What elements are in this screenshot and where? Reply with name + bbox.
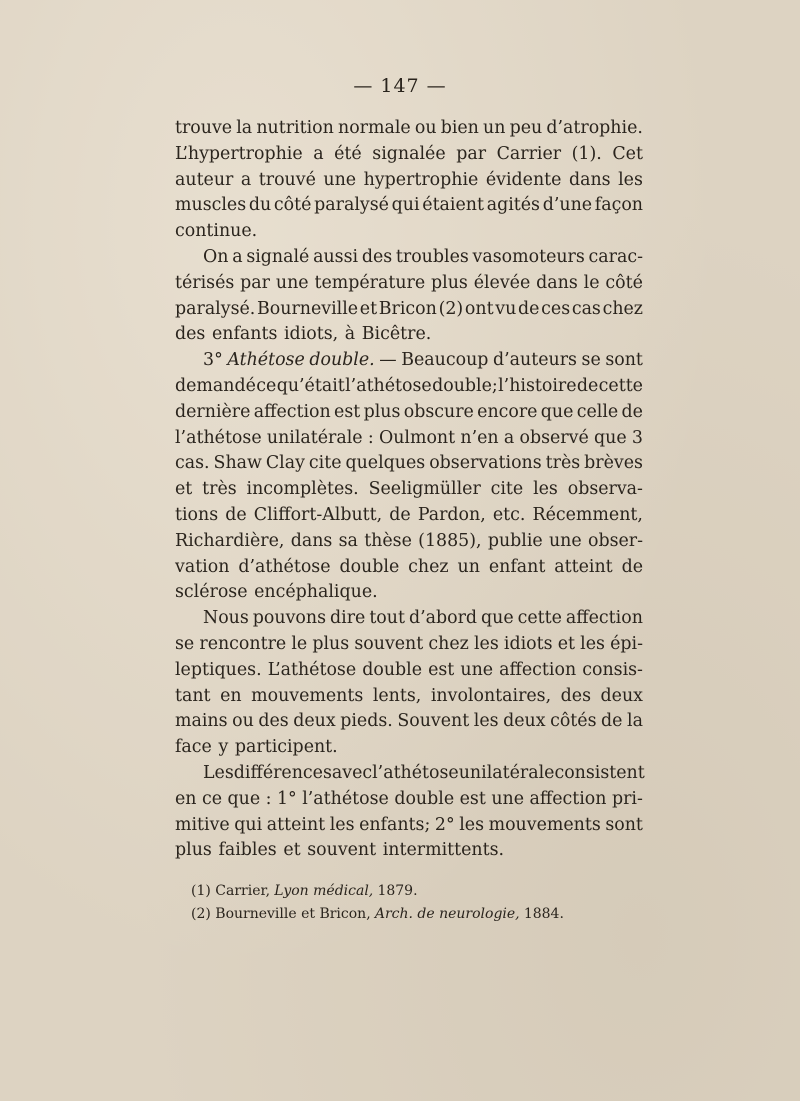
word: de bbox=[225, 504, 247, 525]
word: enfant bbox=[488, 556, 546, 577]
word: avec bbox=[331, 762, 373, 783]
word: plus bbox=[175, 840, 212, 861]
word: encéphalique. bbox=[254, 582, 378, 603]
word: quelques bbox=[345, 453, 426, 474]
word: (1). bbox=[571, 143, 602, 164]
word: une bbox=[548, 530, 582, 551]
word: d’abord bbox=[408, 608, 478, 629]
word: (2) bbox=[438, 298, 464, 319]
word: une bbox=[491, 788, 525, 809]
word: Bourneville bbox=[257, 298, 359, 319]
word: Oulmont bbox=[378, 427, 456, 448]
word: Cliffort-Albutt, bbox=[253, 504, 383, 525]
text-line bbox=[175, 348, 643, 374]
word: la bbox=[627, 711, 643, 732]
word: et bbox=[283, 840, 301, 861]
word: incomplètes. bbox=[246, 479, 359, 500]
word: des bbox=[560, 685, 592, 706]
text-line bbox=[175, 658, 643, 684]
word: demandé bbox=[175, 375, 256, 396]
text-line bbox=[175, 529, 643, 555]
word: plus bbox=[312, 633, 350, 654]
word: que bbox=[540, 401, 574, 422]
word: etc. bbox=[492, 504, 526, 525]
word: le bbox=[583, 272, 600, 293]
word: les bbox=[473, 711, 499, 732]
word: mouvements bbox=[251, 685, 364, 706]
word: cette bbox=[598, 375, 643, 396]
word: double bbox=[339, 556, 400, 577]
body-text bbox=[175, 116, 643, 864]
word: ces bbox=[541, 298, 571, 319]
word: chez bbox=[428, 633, 469, 654]
word: consis- bbox=[582, 659, 643, 680]
word: que bbox=[593, 427, 627, 448]
word: atteint bbox=[266, 814, 326, 835]
word: d’auteurs bbox=[492, 350, 577, 371]
word: chez bbox=[602, 298, 643, 319]
word: tant bbox=[175, 685, 211, 706]
word: a bbox=[240, 169, 252, 190]
word: sa bbox=[338, 530, 358, 551]
word: intermittents. bbox=[382, 840, 505, 861]
word: double bbox=[394, 788, 455, 809]
word: vasomoteurs bbox=[472, 246, 585, 267]
word: ce bbox=[256, 375, 277, 396]
word: ont bbox=[464, 298, 494, 319]
word: d’atrophie. bbox=[546, 118, 643, 138]
word: affection bbox=[253, 401, 331, 422]
word: leptiques. bbox=[175, 659, 262, 680]
word: n’en bbox=[460, 427, 499, 448]
text-line bbox=[175, 606, 643, 632]
text-line bbox=[175, 271, 643, 297]
word: par bbox=[456, 143, 487, 164]
word: a bbox=[503, 427, 515, 448]
text-line bbox=[175, 735, 643, 761]
word: vation bbox=[175, 556, 230, 577]
word: ou bbox=[232, 711, 254, 732]
word: très bbox=[202, 479, 237, 500]
word: affection bbox=[529, 788, 607, 809]
word: tout bbox=[369, 608, 405, 629]
word: continue. bbox=[175, 221, 258, 242]
word: participent. bbox=[234, 737, 338, 758]
word: pieds. bbox=[340, 711, 393, 732]
word: Nous bbox=[203, 608, 249, 629]
word: Clay bbox=[265, 453, 305, 474]
word: étaient bbox=[422, 195, 484, 216]
text-line bbox=[175, 116, 643, 142]
word: cite bbox=[490, 479, 524, 500]
word: l’athétose bbox=[345, 375, 432, 396]
word: peu bbox=[509, 118, 543, 138]
text-line bbox=[175, 813, 643, 839]
word: un bbox=[457, 556, 480, 577]
word: cette bbox=[517, 608, 562, 629]
text-line bbox=[175, 426, 643, 452]
word: se bbox=[581, 350, 601, 371]
word: cite bbox=[308, 453, 342, 474]
word: 1° bbox=[276, 788, 297, 809]
word: pri- bbox=[611, 788, 643, 809]
word: très bbox=[545, 453, 581, 474]
word: observé bbox=[519, 427, 589, 448]
word: cas bbox=[571, 298, 601, 319]
word: de bbox=[601, 711, 623, 732]
word: auteur bbox=[175, 169, 234, 190]
text-line bbox=[175, 142, 643, 168]
word: On bbox=[203, 246, 229, 267]
footnote bbox=[191, 880, 651, 903]
word: souvent bbox=[307, 840, 377, 861]
word: unilatérale bbox=[266, 427, 363, 448]
word: une bbox=[275, 272, 309, 293]
word: qui bbox=[234, 814, 263, 835]
word: Beaucoup bbox=[401, 350, 489, 371]
word: côté bbox=[273, 195, 312, 216]
footnotes bbox=[191, 880, 651, 926]
word: est bbox=[459, 788, 486, 809]
word: dire bbox=[330, 608, 366, 629]
word: différences bbox=[233, 762, 332, 783]
word: dans bbox=[290, 530, 333, 551]
text-line bbox=[175, 168, 643, 194]
word: été bbox=[334, 143, 362, 164]
word: L’hypertrophie bbox=[175, 143, 303, 164]
word: Bicêtre. bbox=[361, 324, 432, 345]
word: ou bbox=[414, 118, 437, 138]
word: — bbox=[379, 350, 397, 371]
word: plus bbox=[363, 401, 401, 422]
word: 3 bbox=[631, 427, 643, 448]
word: normale bbox=[338, 118, 411, 138]
word: l’histoire bbox=[498, 375, 577, 396]
word: 2° bbox=[434, 814, 455, 835]
word: côté bbox=[605, 272, 643, 293]
word: deux bbox=[293, 711, 336, 732]
word: un bbox=[483, 118, 506, 138]
word: idiots bbox=[503, 633, 553, 654]
word: térisés bbox=[175, 272, 235, 293]
word: l’athétose bbox=[372, 762, 459, 783]
word: enfants; bbox=[359, 814, 431, 835]
word: les bbox=[329, 814, 355, 835]
word: une bbox=[460, 659, 494, 680]
word: Souvent bbox=[397, 711, 470, 732]
word: qu’était bbox=[276, 375, 345, 396]
word: Athétose bbox=[227, 350, 305, 371]
word: affection bbox=[499, 659, 577, 680]
word: mouvements bbox=[488, 814, 601, 835]
text-line bbox=[175, 761, 643, 787]
word: tions bbox=[175, 504, 219, 525]
word: de bbox=[576, 375, 599, 396]
word: cas. bbox=[175, 453, 210, 474]
word: (1885), bbox=[418, 530, 482, 551]
word: dernière bbox=[175, 401, 251, 422]
text-line bbox=[175, 684, 643, 710]
footnote bbox=[191, 903, 651, 926]
word: idiots, bbox=[284, 324, 339, 345]
word: dans bbox=[568, 169, 611, 190]
word: paralysé bbox=[314, 195, 389, 216]
word: unilatérale bbox=[458, 762, 555, 783]
word: que bbox=[481, 608, 514, 629]
word: observations bbox=[429, 453, 542, 474]
text-line bbox=[175, 219, 643, 245]
word: face bbox=[175, 737, 212, 758]
word: agités bbox=[486, 195, 540, 216]
word: : bbox=[265, 788, 272, 809]
word: se bbox=[175, 633, 195, 654]
word: rencontre bbox=[199, 633, 287, 654]
word: L’athétose bbox=[267, 659, 357, 680]
word: de bbox=[621, 401, 643, 422]
word: paralysé. bbox=[175, 298, 256, 319]
word: les bbox=[618, 169, 643, 190]
word: l’athétose bbox=[175, 427, 262, 448]
word: Richardière, bbox=[175, 530, 285, 551]
word: le bbox=[291, 633, 308, 654]
text-line bbox=[175, 503, 643, 529]
word: Pardon, bbox=[417, 504, 486, 525]
footnote-part: (1) Carrier, bbox=[191, 883, 271, 899]
word: observa- bbox=[567, 479, 643, 500]
word: Récemment, bbox=[532, 504, 643, 525]
word: obscure bbox=[403, 401, 474, 422]
footnote-part: Arch. de neurologie, bbox=[374, 906, 520, 922]
word: deux bbox=[600, 685, 643, 706]
text-line bbox=[175, 400, 643, 426]
text-line bbox=[175, 245, 643, 271]
page-number: — 147 — bbox=[353, 75, 447, 97]
text-line bbox=[175, 322, 643, 348]
word: température bbox=[314, 272, 426, 293]
word: Carrier bbox=[496, 143, 562, 164]
word: d’athétose bbox=[238, 556, 331, 577]
word: carac- bbox=[588, 246, 643, 267]
text-line bbox=[175, 580, 643, 606]
word: a bbox=[313, 143, 324, 164]
word: que bbox=[227, 788, 261, 809]
word: vu bbox=[495, 298, 517, 319]
word: signalé bbox=[246, 246, 310, 267]
word: élevée bbox=[473, 272, 531, 293]
word: deux bbox=[503, 711, 546, 732]
word: la bbox=[236, 118, 253, 138]
word: enfants bbox=[211, 324, 278, 345]
word: encore bbox=[477, 401, 538, 422]
word: Shaw bbox=[213, 453, 262, 474]
word: thèse bbox=[364, 530, 412, 551]
word: souvent bbox=[354, 633, 424, 654]
word: des bbox=[361, 246, 393, 267]
word: par bbox=[240, 272, 270, 293]
footnote-part: 1884. bbox=[523, 906, 564, 922]
word: est bbox=[428, 659, 455, 680]
text-line bbox=[175, 297, 643, 323]
word: en bbox=[175, 788, 197, 809]
word: et bbox=[557, 633, 575, 654]
word: a bbox=[232, 246, 243, 267]
word: des bbox=[175, 324, 206, 345]
word: chez bbox=[408, 556, 449, 577]
word: bien bbox=[440, 118, 479, 138]
word: les bbox=[533, 479, 558, 500]
word: de bbox=[518, 298, 540, 319]
footnote-part: (2) Bourneville et Bricon, bbox=[191, 906, 371, 922]
word: du bbox=[248, 195, 272, 216]
word: Seeligmüller bbox=[368, 479, 481, 500]
word: les bbox=[459, 814, 485, 835]
word: ce bbox=[201, 788, 223, 809]
word: double; bbox=[432, 375, 498, 396]
text-line bbox=[175, 555, 643, 581]
word: une bbox=[323, 169, 357, 190]
word: plus bbox=[431, 272, 468, 293]
word: hypertrophie bbox=[363, 169, 479, 190]
word: d’une bbox=[542, 195, 593, 216]
footnote-part: 1879. bbox=[377, 883, 418, 899]
text-line bbox=[175, 709, 643, 735]
word: des bbox=[258, 711, 289, 732]
text-line bbox=[175, 477, 643, 503]
text-line bbox=[175, 787, 643, 813]
word: les bbox=[473, 633, 499, 654]
word: double bbox=[362, 659, 423, 680]
word: évidente bbox=[485, 169, 562, 190]
word: brèves bbox=[584, 453, 643, 474]
text-line bbox=[175, 838, 643, 864]
word: de bbox=[621, 556, 643, 577]
word: Les bbox=[203, 762, 234, 783]
word: trouve bbox=[175, 118, 233, 138]
word: involontaires, bbox=[430, 685, 552, 706]
text-line bbox=[175, 193, 643, 219]
word: consistent bbox=[554, 762, 645, 783]
word: muscles bbox=[175, 195, 247, 216]
word: sclérose bbox=[175, 582, 248, 603]
text-line bbox=[175, 374, 643, 400]
word: est bbox=[334, 401, 361, 422]
word: double. bbox=[309, 350, 375, 371]
text-line bbox=[175, 632, 643, 658]
word: côtés bbox=[550, 711, 597, 732]
word: Bricon bbox=[378, 298, 437, 319]
word: signalée bbox=[372, 143, 446, 164]
word: atteint bbox=[554, 556, 613, 577]
word: Cet bbox=[612, 143, 643, 164]
word: nutrition bbox=[256, 118, 334, 138]
text-line bbox=[175, 451, 643, 477]
word: sont bbox=[605, 814, 643, 835]
footnote-part: Lyon médical, bbox=[274, 883, 374, 899]
word: y bbox=[218, 737, 229, 758]
word: l’athétose bbox=[302, 788, 389, 809]
word: trouvé bbox=[258, 169, 316, 190]
word: celle bbox=[576, 401, 619, 422]
word: et bbox=[359, 298, 378, 319]
word: les bbox=[580, 633, 605, 654]
word: et bbox=[175, 479, 193, 500]
word: sont bbox=[605, 350, 643, 371]
word: à bbox=[344, 324, 356, 345]
word: dans bbox=[536, 272, 578, 293]
word: : bbox=[367, 427, 374, 448]
word: pouvons bbox=[252, 608, 327, 629]
word: faibles bbox=[218, 840, 277, 861]
word: lents, bbox=[372, 685, 422, 706]
word: façon bbox=[594, 195, 643, 216]
word: aussi bbox=[313, 246, 359, 267]
word: publie bbox=[487, 530, 543, 551]
word: en bbox=[220, 685, 242, 706]
word: mains bbox=[175, 711, 228, 732]
word: troubles bbox=[395, 246, 469, 267]
word: affection bbox=[565, 608, 643, 629]
word: qui bbox=[391, 195, 420, 216]
word: obser- bbox=[587, 530, 643, 551]
word: de bbox=[389, 504, 411, 525]
word: mitive bbox=[175, 814, 230, 835]
word: 3° bbox=[203, 350, 223, 371]
word: épi- bbox=[610, 633, 643, 654]
